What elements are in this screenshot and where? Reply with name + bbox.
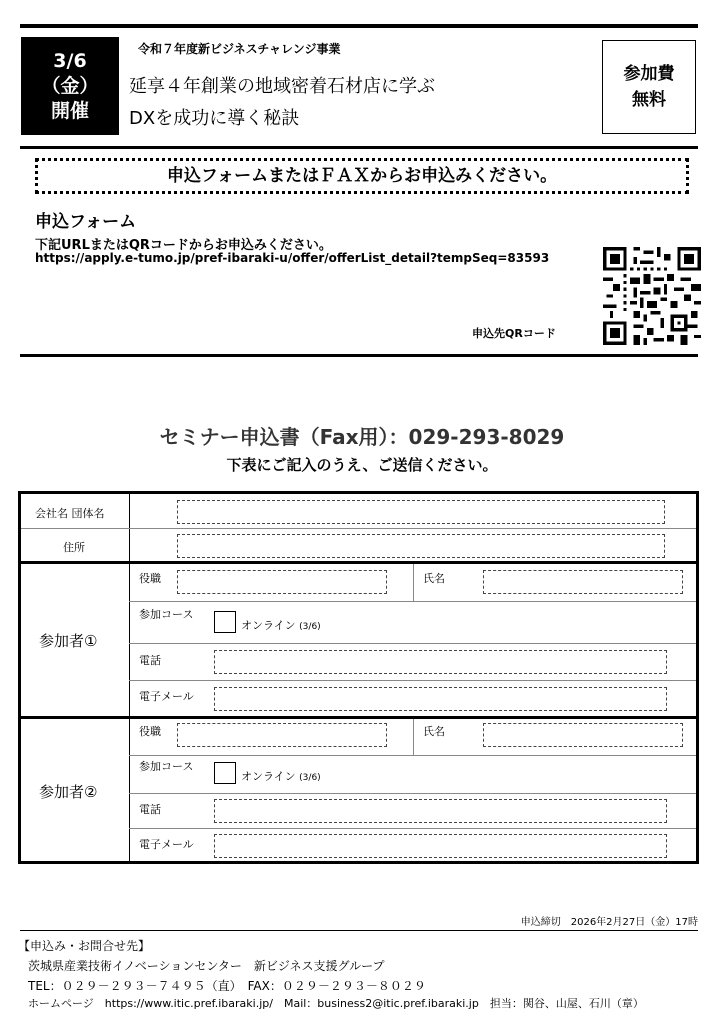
- row-divider: [129, 680, 696, 681]
- form-heading: 申込フォーム: [35, 212, 137, 232]
- application-table: [18, 491, 699, 864]
- program-name: 令和７年度新ビジネスチャレンジ事業: [138, 42, 341, 56]
- participant-2-name-field[interactable]: [483, 723, 683, 747]
- participant-1-name-field[interactable]: [483, 570, 683, 594]
- event-title-line-1: 延享４年創業の地域密着石材店に学ぶ: [129, 76, 435, 97]
- participant-2-position-field[interactable]: [177, 723, 387, 747]
- qr-label: 申込先QRコード: [472, 327, 556, 340]
- label-column-divider-p2: [129, 719, 130, 861]
- seminar-form-title: セミナー申込書（Fax用）：029-293-8029: [159, 425, 565, 449]
- name-column-divider: [413, 719, 414, 755]
- phone-label: 電話: [139, 654, 161, 667]
- participant-2-phone-field[interactable]: [214, 799, 667, 823]
- online-option-date: (3/6): [299, 773, 321, 783]
- row-divider: [129, 793, 696, 794]
- phone-label: 電話: [139, 803, 161, 816]
- participant-2-email-field[interactable]: [214, 834, 667, 858]
- contact-tel-fax: TEL：０２９－２９３－７４９５（直） FAX：０２９－２９３－８０２９: [28, 979, 426, 993]
- participant-2-online-checkbox[interactable]: [214, 762, 236, 784]
- fee-badge: [602, 40, 696, 134]
- event-date-badge: [21, 37, 119, 135]
- email-label: 電子メール: [139, 690, 194, 703]
- name-label: 氏名: [423, 572, 445, 585]
- fee-line-2: 無料: [632, 90, 666, 110]
- form-instruction: 下記URLまたはQRコードからお申込みください。: [35, 238, 332, 253]
- section-divider: [21, 716, 696, 719]
- row-divider: [129, 828, 696, 829]
- form-section-rule: [20, 354, 698, 357]
- fee-line-1: 参加費: [623, 64, 675, 84]
- position-label: 役職: [139, 572, 161, 585]
- position-label: 役職: [139, 725, 161, 738]
- date-line-2: （金）: [41, 74, 99, 97]
- row-divider: [129, 643, 696, 644]
- address-field[interactable]: [177, 534, 665, 558]
- participant-1-position-field[interactable]: [177, 570, 387, 594]
- email-label: 電子メール: [139, 838, 194, 851]
- seminar-form-subtitle: 下表にご記入のうえ、ご送信ください。: [226, 456, 498, 474]
- row-divider: [21, 528, 696, 529]
- header-rule: [20, 146, 698, 149]
- section-divider: [21, 561, 696, 564]
- qr-code-icon[interactable]: [603, 247, 701, 345]
- participant-1-online-checkbox[interactable]: [214, 611, 236, 633]
- label-column-divider-p1: [129, 564, 130, 716]
- online-option-label: [241, 617, 321, 633]
- form-url-link[interactable]: https://apply.e-tumo.jp/pref-ibaraki-u/offer/offerList_detail?tempSeq=83593: [35, 251, 550, 265]
- participant-1-phone-field[interactable]: [214, 650, 667, 674]
- contact-heading: 【申込み・お問合せ先】: [18, 939, 151, 953]
- participant-1-email-field[interactable]: [214, 687, 667, 711]
- address-label: 住所: [63, 541, 85, 554]
- online-option-date: (3/6): [299, 622, 321, 632]
- event-title-line-2: DXを成功に導く秘訣: [129, 108, 300, 129]
- application-banner: 申込フォームまたはＦＡＸからお申込みください。: [35, 158, 689, 194]
- online-option-text: オンライン: [241, 619, 296, 632]
- company-name-field[interactable]: [177, 500, 665, 524]
- row-divider: [129, 755, 696, 756]
- contact-organization: 茨城県産業技術イノベーションセンター 新ビジネス支援グループ: [28, 959, 385, 973]
- online-option-label: [241, 768, 321, 784]
- course-label: 参加コース: [139, 760, 194, 773]
- course-label: 参加コース: [139, 608, 194, 621]
- application-deadline: 申込締切 2026年2月27日（金）17時: [520, 917, 698, 928]
- name-label: 氏名: [423, 725, 445, 738]
- participant-2-label: 参加者②: [39, 783, 98, 801]
- name-column-divider: [413, 564, 414, 601]
- date-line-1: 3/6: [53, 49, 87, 72]
- row-divider: [129, 601, 696, 602]
- online-option-text: オンライン: [241, 770, 296, 783]
- date-line-3: 開催: [50, 99, 89, 122]
- company-label: 会社名 団体名: [35, 507, 105, 520]
- contact-web-mail: ホームページ https://www.itic.pref.ibaraki.jp/ Mail：business2@itic.pref.ibaraki.jp 担当：関谷、山屋、石川（章）: [28, 997, 644, 1010]
- footer-rule: [20, 930, 698, 931]
- top-rule: [20, 24, 698, 28]
- participant-1-label: 参加者①: [39, 632, 98, 650]
